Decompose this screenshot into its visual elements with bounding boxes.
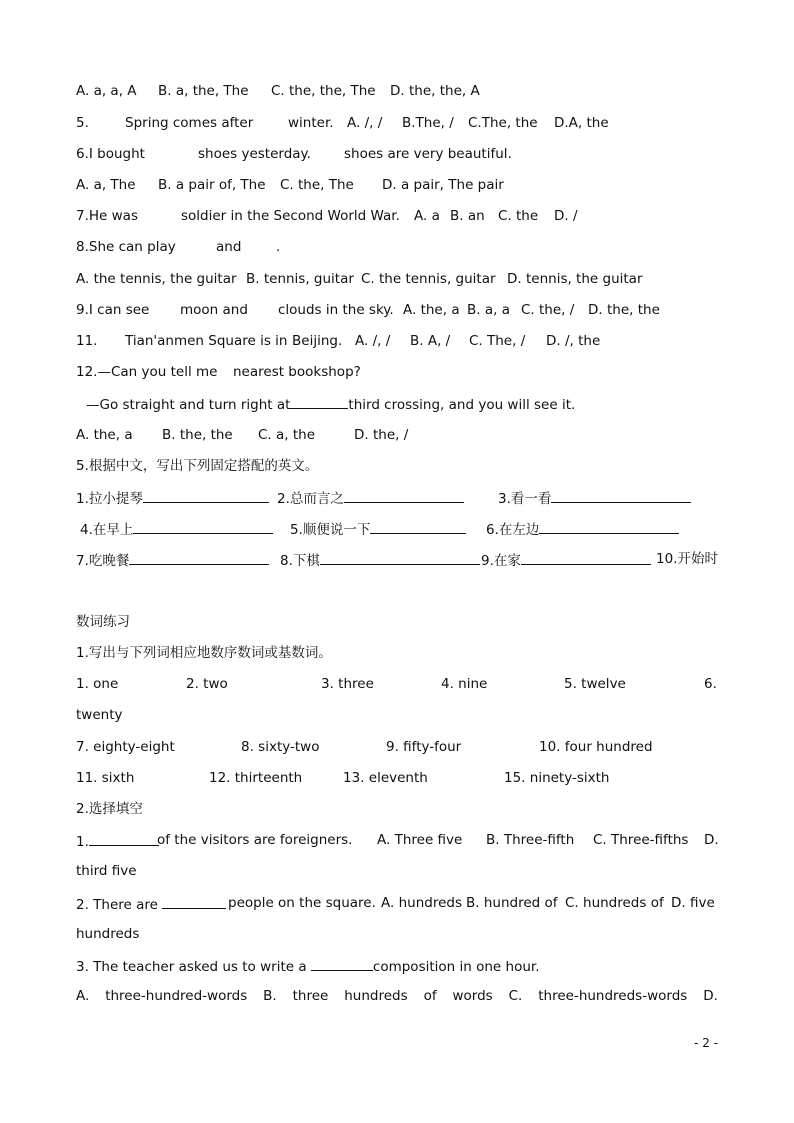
phrase-label: 6.在左边 xyxy=(486,522,540,538)
option: B. an xyxy=(450,208,485,224)
phrase-item xyxy=(76,487,269,509)
option: B. a pair of, The xyxy=(158,177,266,193)
option: A. Three five xyxy=(377,832,463,848)
mc-question-2 xyxy=(76,893,718,913)
section-heading xyxy=(76,456,718,476)
mc-question-3-options xyxy=(76,986,718,1006)
word-item: 12. thirteenth xyxy=(209,770,303,786)
phrase-item xyxy=(481,549,651,571)
option: D. the, / xyxy=(354,427,409,443)
question-8-options xyxy=(76,269,718,289)
option: C. the, / xyxy=(521,302,575,318)
word-item: 7. eighty-eight xyxy=(76,739,175,755)
answer-blank[interactable] xyxy=(133,518,273,534)
q4-options-line xyxy=(76,81,718,101)
phrase-row-3 xyxy=(76,549,718,569)
question-text xyxy=(76,955,540,977)
question-number: 11. xyxy=(76,333,98,349)
reply-part: —Go straight and turn right at xyxy=(86,397,291,413)
option: D. xyxy=(704,832,719,848)
option: B. hundred of xyxy=(466,895,558,911)
option: C. the xyxy=(498,208,539,224)
question-text xyxy=(86,393,575,415)
word-item: 13. eleventh xyxy=(343,770,428,786)
question-5 xyxy=(76,113,718,133)
phrase-item xyxy=(486,518,679,540)
option: D. a pair, The pair xyxy=(382,177,504,193)
question-8 xyxy=(76,237,718,257)
option: D. /, the xyxy=(546,333,601,349)
answer-blank[interactable] xyxy=(521,549,651,565)
option: B.The, / xyxy=(402,115,454,131)
question-text: 9.I can see xyxy=(76,302,150,318)
option: A. the tennis, the guitar xyxy=(76,271,237,287)
answer-blank[interactable] xyxy=(344,487,464,503)
answer-blank[interactable] xyxy=(320,549,480,565)
numerals-title-text: 数词练习 xyxy=(76,614,130,630)
option: A. xyxy=(76,988,90,1004)
question-text: Tian'anmen Square is in xyxy=(125,333,288,349)
word-item: 15. ninety-sixth xyxy=(504,770,610,786)
word-item: 8. sixty-two xyxy=(241,739,320,755)
option-cont: hundreds xyxy=(76,926,140,942)
phrase-label: 2.总而言之 xyxy=(277,491,344,507)
question-text: Beijing. xyxy=(292,333,343,349)
word-item: 9. fifty-four xyxy=(386,739,462,755)
option: words xyxy=(452,988,493,1004)
option: D. / xyxy=(554,208,578,224)
phrase-item xyxy=(280,549,480,571)
option: C. xyxy=(508,988,523,1004)
option: D.A, the xyxy=(554,115,609,131)
option: C.The, the xyxy=(468,115,538,131)
answer-blank[interactable] xyxy=(370,518,466,534)
option: C. the, The xyxy=(280,177,354,193)
phrase-label: 3.看一看 xyxy=(498,491,552,507)
option: A. /, / xyxy=(347,115,383,131)
answer-blank[interactable] xyxy=(551,487,691,503)
question-text: people on the square. xyxy=(228,895,376,911)
question-text: soldier in the Second World War. xyxy=(181,208,400,224)
option: B. xyxy=(263,988,277,1004)
question-text: . xyxy=(276,239,281,255)
phrase-item xyxy=(290,518,466,540)
answer-blank[interactable] xyxy=(311,955,373,971)
question-text xyxy=(76,893,226,915)
word-item: 1. one xyxy=(76,676,119,692)
phrase-row-1 xyxy=(76,487,718,507)
mc-question-1 xyxy=(76,830,718,850)
words-row-1-cont xyxy=(76,705,718,725)
option: D. xyxy=(703,988,718,1004)
option: hundreds xyxy=(344,988,408,1004)
phrase-label: 5.顺便说一下 xyxy=(290,522,371,538)
phrase-label: 4.在早上 xyxy=(80,522,134,538)
question-6-options xyxy=(76,175,718,195)
option: three xyxy=(292,988,329,1004)
word-item: 2. two xyxy=(186,676,228,692)
mc-question-1-cont xyxy=(76,861,718,881)
question-12-reply xyxy=(76,393,718,413)
section-heading-text: 5.根据中文，写出下列固定搭配的英文。 xyxy=(76,458,319,474)
phrase-label: 9.在家 xyxy=(481,553,521,569)
phrase-item xyxy=(498,487,691,509)
option: A. a, The xyxy=(76,177,136,193)
numerals-title xyxy=(76,612,718,632)
option: of xyxy=(423,988,437,1004)
option: A. the, a xyxy=(76,427,133,443)
question-6 xyxy=(76,144,718,164)
question-text: nearest bookshop? xyxy=(233,364,361,380)
question-text: 6.I bought xyxy=(76,146,145,162)
word-item: 3. three xyxy=(321,676,374,692)
phrase-label: 10.开始时 xyxy=(656,551,718,567)
word-item: 5. twelve xyxy=(564,676,626,692)
answer-blank[interactable] xyxy=(539,518,679,534)
section-heading-text: 2.选择填空 xyxy=(76,801,143,817)
option: C. Three-fifths xyxy=(593,832,689,848)
question-number: 1. xyxy=(76,834,89,850)
phrase-label: 8.下棋 xyxy=(280,553,320,569)
question-text: 12.—Can you tell me xyxy=(76,364,218,380)
numerals-section-1 xyxy=(76,643,718,663)
question-text: shoes yesterday. xyxy=(198,146,311,162)
words-row-3 xyxy=(76,768,718,788)
question-text: 7.He was xyxy=(76,208,138,224)
word-item: 6. xyxy=(704,676,717,692)
words-row-1 xyxy=(76,674,718,694)
option: C. hundreds of xyxy=(565,895,664,911)
option: D. five xyxy=(671,895,715,911)
phrase-item xyxy=(76,549,269,571)
option: C. the, the, The xyxy=(271,83,376,99)
word-item: twenty xyxy=(76,707,123,723)
question-text xyxy=(76,830,159,852)
question-12 xyxy=(76,362,718,382)
phrase-item xyxy=(277,487,464,509)
answer-blank[interactable] xyxy=(143,487,269,503)
option: A. a xyxy=(414,208,440,224)
mc-question-3 xyxy=(76,955,718,975)
question-stem: 3. The teacher asked us to write a xyxy=(76,959,307,975)
option: A. hundreds xyxy=(381,895,462,911)
words-row-2 xyxy=(76,737,718,757)
question-stem: composition in one hour. xyxy=(372,959,540,975)
word-item: 10. four hundred xyxy=(539,739,653,755)
mc-question-2-cont xyxy=(76,924,718,944)
question-text: winter. xyxy=(288,115,334,131)
phrase-label: 1.拉小提琴 xyxy=(76,491,143,507)
answer-blank[interactable] xyxy=(290,393,348,409)
answer-blank[interactable] xyxy=(89,830,159,846)
phrase-row-3-cont xyxy=(76,580,718,600)
phrase-item xyxy=(656,549,718,569)
question-text: and xyxy=(216,239,242,255)
phrase-item xyxy=(80,518,273,540)
question-number: 5. xyxy=(76,115,89,131)
option: B. tennis, guitar xyxy=(246,271,354,287)
question-11 xyxy=(76,331,718,351)
option: three-hundreds-words xyxy=(538,988,688,1004)
option-cont: third five xyxy=(76,863,137,879)
answer-blank[interactable] xyxy=(129,549,269,565)
question-text: shoes are very beautiful. xyxy=(344,146,512,162)
option: B. the, the xyxy=(162,427,233,443)
option: D. the, the xyxy=(588,302,660,318)
option: B. a, a xyxy=(467,302,510,318)
option: C. The, / xyxy=(469,333,526,349)
page-number: - 2 - xyxy=(694,1036,718,1050)
option: B. A, / xyxy=(410,333,451,349)
question-12-options xyxy=(76,425,718,445)
question-text: clouds in the sky. xyxy=(278,302,394,318)
option: A. the, a xyxy=(403,302,460,318)
option: D. the, the, A xyxy=(390,83,480,99)
option: C. the tennis, guitar xyxy=(361,271,496,287)
question-stem: 2. There are xyxy=(76,897,158,913)
option: C. a, the xyxy=(258,427,316,443)
question-7 xyxy=(76,206,718,226)
section-heading-text: 1.写出与下列词相应地数序数词或基数词。 xyxy=(76,645,332,661)
option: A. /, / xyxy=(355,333,391,349)
phrase-row-2 xyxy=(76,518,718,538)
question-9 xyxy=(76,300,718,320)
word-item: 11. sixth xyxy=(76,770,135,786)
option: three-hundred-words xyxy=(105,988,248,1004)
question-text: Spring comes after xyxy=(125,115,254,131)
phrase-label: 7.吃晚餐 xyxy=(76,553,130,569)
question-text: 8.She can play xyxy=(76,239,176,255)
option: B. a, the, The xyxy=(158,83,249,99)
reply-part: third crossing, and you will see it. xyxy=(348,397,576,413)
question-text: of the visitors are foreigners. xyxy=(157,832,353,848)
option: D. tennis, the guitar xyxy=(507,271,643,287)
option: B. Three-fifth xyxy=(486,832,575,848)
question-text: moon and xyxy=(180,302,248,318)
word-item: 4. nine xyxy=(441,676,488,692)
option: A. a, a, A xyxy=(76,83,137,99)
numerals-section-2 xyxy=(76,799,718,819)
answer-blank[interactable] xyxy=(162,893,226,909)
